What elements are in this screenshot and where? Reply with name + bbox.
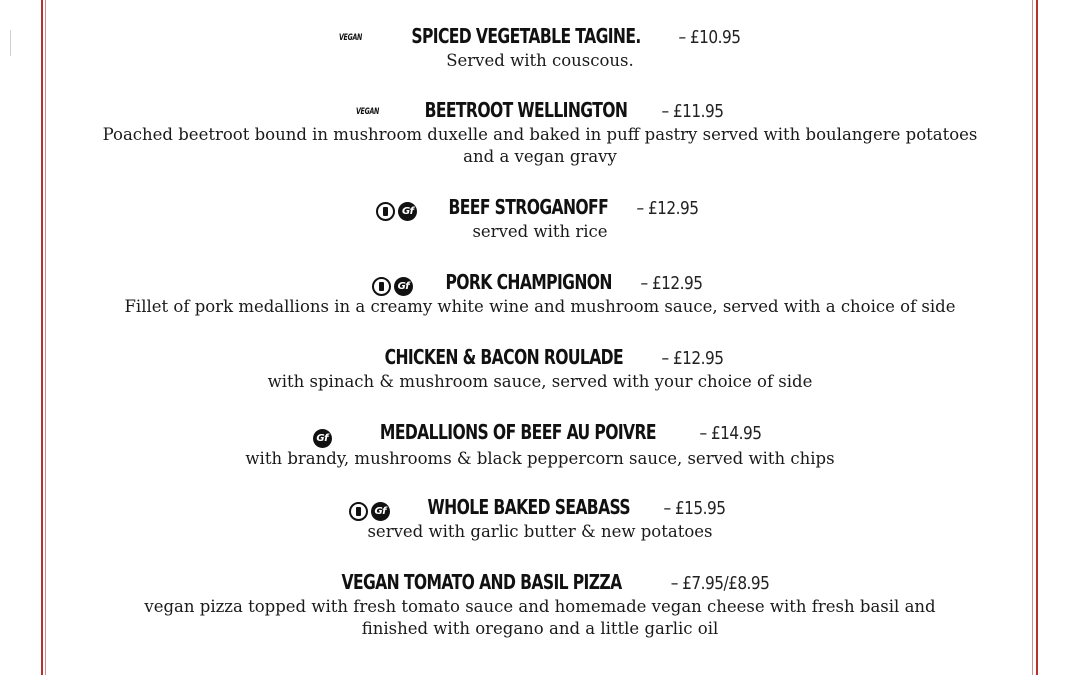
- menu-item-name: SPICED VEGETABLE TAGINE.: [411, 24, 641, 48]
- menu-item-title: [60, 570, 1020, 594]
- menu-item-title: [60, 98, 1020, 122]
- menu-item-name: BEETROOT WELLINGTON: [424, 98, 628, 122]
- menu-item: [60, 495, 1020, 543]
- lactose-free-icon: [372, 277, 391, 296]
- menu-item-description: with brandy, mushrooms & black peppercorn sauce, served with chips: [245, 449, 835, 468]
- menu-item-name: CHICKEN & BACON ROULADE: [384, 345, 623, 369]
- menu-item-description: Served with couscous.: [446, 51, 634, 70]
- vegan-badge-icon: VEGAN: [338, 33, 363, 43]
- menu-item-description: Poached beetroot bound in mushroom duxelle and baked in puff pastry served with boulangere potatoes and a vegan gravy: [102, 125, 978, 166]
- page-edge-mark: [0, 30, 11, 56]
- menu-item-price: – £12.95: [636, 198, 699, 219]
- menu-item: [60, 345, 1020, 393]
- menu-item-price: – £12.95: [640, 273, 703, 294]
- vegan-badge-icon: VEGAN: [356, 107, 380, 117]
- menu-item-description: vegan pizza topped with fresh tomato sauce and homemade vegan cheese with fresh basil and finished with oregano and a little garlic oil: [144, 597, 936, 638]
- menu-item-title: [60, 420, 1020, 446]
- menu-item-title: [60, 195, 1020, 219]
- menu-item-price: – £15.95: [663, 498, 726, 519]
- menu-item-price: – £14.95: [699, 423, 762, 444]
- menu-item-price: – £11.95: [661, 101, 724, 122]
- lactose-free-icon: [376, 202, 395, 221]
- menu-item-title: [60, 495, 1020, 519]
- menu-item-price: – £12.95: [661, 348, 724, 369]
- menu-item-price: – £10.95: [678, 27, 741, 48]
- menu-item-name: PORK CHAMPIGNON: [445, 270, 612, 294]
- menu-item-name: VEGAN TOMATO AND BASIL PIZZA: [341, 570, 623, 594]
- menu-item: [60, 98, 1020, 168]
- menu-border-left: [41, 0, 43, 675]
- gluten-free-icon: Gf: [371, 502, 390, 521]
- menu-item-name: BEEF STROGANOFF: [448, 195, 609, 219]
- menu-border-right: [1036, 0, 1038, 675]
- lactose-free-icon: [349, 502, 368, 521]
- menu-item-title: [60, 270, 1020, 294]
- menu-item-name: WHOLE BAKED SEABASS: [427, 495, 630, 519]
- menu-item: [60, 420, 1020, 470]
- menu-item-description: with spinach & mushroom sauce, served with your choice of side: [267, 372, 813, 391]
- menu-item: [60, 570, 1020, 640]
- menu-item: [60, 24, 1020, 72]
- menu-item-description: served with garlic butter & new potatoes: [367, 522, 713, 541]
- gluten-free-icon: Gf: [398, 202, 417, 221]
- menu-item: [60, 195, 1020, 243]
- menu-item: [60, 270, 1020, 318]
- menu-item-name: MEDALLIONS OF BEEF AU POIVRE: [379, 420, 656, 444]
- menu-item-title: [60, 345, 1020, 369]
- menu-item-price: – £7.95/£8.95: [670, 573, 769, 594]
- menu-item-title: [60, 24, 1020, 48]
- menu-item-description: served with rice: [472, 222, 608, 241]
- gluten-free-icon: Gf: [313, 429, 332, 448]
- gluten-free-icon: Gf: [394, 277, 413, 296]
- menu-item-description: Fillet of pork medallions in a creamy white wine and mushroom sauce, served with a choice of side: [124, 297, 956, 316]
